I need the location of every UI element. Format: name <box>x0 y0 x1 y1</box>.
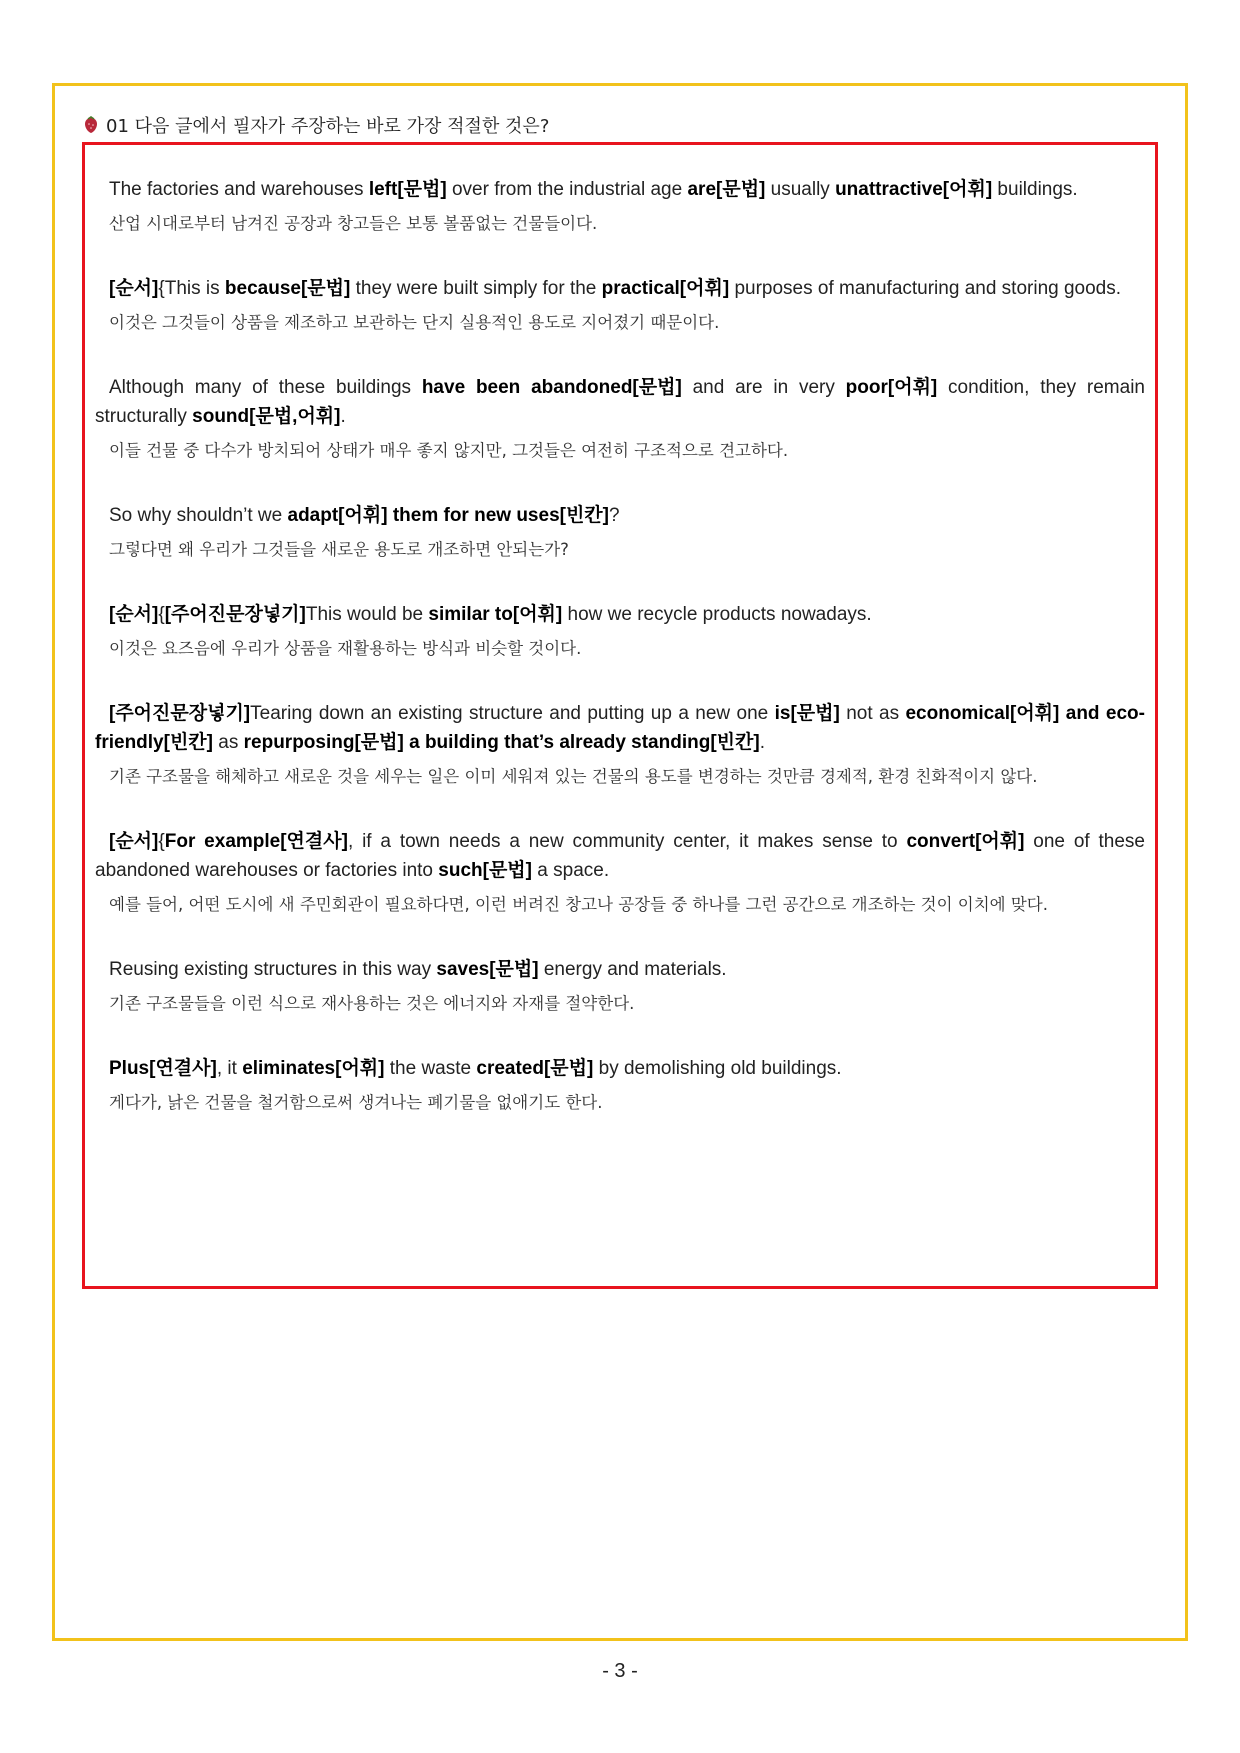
sentence-text: . <box>340 406 346 427</box>
english-sentence <box>95 175 1145 204</box>
english-sentence <box>95 600 1145 629</box>
paragraph <box>95 501 1145 564</box>
annotated-phrase: have been abandoned[문법] <box>421 377 682 398</box>
annotated-phrase: sound[문법,어휘] <box>192 406 341 427</box>
annotated-phrase: such[문법] <box>438 860 532 881</box>
sentence-text: energy and materials. <box>538 959 727 980</box>
passage-box <box>82 142 1158 1289</box>
strawberry-bullet-icon <box>84 116 98 134</box>
english-sentence <box>95 373 1145 431</box>
korean-translation: 예를 들어, 어떤 도시에 새 주민회관이 필요하다면, 이런 버려진 창고나 공장들 중 하나를 그런 공간으로 개조하는 것이 이치에 맞다. <box>109 895 1048 914</box>
annotated-phrase: created[문법] <box>476 1058 594 1079</box>
sentence-text: over from the industrial age <box>446 179 688 200</box>
korean-translation: 기존 구조물들을 이런 식으로 재사용하는 것은 에너지와 자재를 절약한다. <box>109 994 635 1013</box>
annotated-phrase: saves[문법] <box>436 959 539 980</box>
paragraph <box>95 600 1145 663</box>
annotated-phrase: convert[어휘] <box>906 831 1025 852</box>
sentence-text: condition, they remain structurally <box>95 377 1145 427</box>
annotated-phrase: Plus[연결사] <box>109 1058 217 1079</box>
sentence-text: This would be <box>305 604 429 625</box>
paragraph <box>95 373 1145 465</box>
paragraph <box>95 1054 1145 1117</box>
sentence-text: by demolishing old buildings. <box>593 1058 842 1079</box>
korean-translation: 산업 시대로부터 남겨진 공장과 창고들은 보통 볼품없는 건물들이다. <box>109 214 598 233</box>
annotated-phrase: repurposing[문법] a building that’s already standing[빈칸] <box>243 732 760 753</box>
sentence-text: , if a town needs a new community center, it makes sense to <box>347 831 907 852</box>
english-sentence <box>95 827 1145 885</box>
sentence-text: purposes of manufacturing and storing goods. <box>729 278 1122 299</box>
sentence-text: and are in very <box>681 377 846 398</box>
korean-translation: 기존 구조물을 해체하고 새로운 것을 세우는 일은 이미 세워져 있는 건물의 용도를 변경하는 것만큼 경제적, 환경 친화적이지 않다. <box>109 767 1038 786</box>
sentence-text: Tearing down an existing structure and putting up a new one <box>250 703 775 724</box>
korean-translation: 이들 건물 중 다수가 방치되어 상태가 매우 좋지 않지만, 그것들은 여전히 구조적으로 견고하다. <box>109 441 789 460</box>
korean-translation: 이것은 요즈음에 우리가 상품을 재활용하는 방식과 비슷할 것이다. <box>109 639 582 658</box>
sentence-text: The factories and warehouses <box>109 179 369 200</box>
english-sentence <box>95 955 1145 984</box>
paragraph <box>95 274 1145 337</box>
sentence-text: Although many of these buildings <box>109 377 422 398</box>
english-sentence <box>95 699 1145 757</box>
english-sentence <box>95 501 1145 530</box>
sentence-text: Reusing existing structures in this way <box>109 959 437 980</box>
sentence-text: a space. <box>532 860 610 881</box>
question-header <box>84 112 549 138</box>
sentence-text: . <box>759 732 765 753</box>
annotated-phrase: is[문법] <box>774 703 840 724</box>
annotated-phrase: left[문법] <box>368 179 447 200</box>
sentence-text: buildings. <box>992 179 1078 200</box>
annotated-phrase: eliminates[어휘] <box>242 1058 385 1079</box>
english-sentence <box>95 274 1145 303</box>
sentence-text: { <box>158 604 165 625</box>
annotated-phrase: [순서] <box>109 278 159 299</box>
paragraph <box>95 699 1145 791</box>
annotated-phrase: [주어진문장넣기] <box>109 703 251 724</box>
annotated-phrase: [순서] <box>109 604 159 625</box>
annotated-phrase: poor[어휘] <box>845 377 938 398</box>
sentence-text: So why shouldn’t we <box>109 505 288 526</box>
korean-translation: 그렇다면 왜 우리가 그것들을 새로운 용도로 개조하면 안되는가? <box>109 540 569 559</box>
sentence-text: one of these abandoned warehouses or factories into <box>95 831 1145 881</box>
sentence-text: usually <box>765 179 836 200</box>
annotated-phrase: practical[어휘] <box>601 278 730 299</box>
english-sentence <box>95 1054 1145 1083</box>
sentence-text: how we recycle products nowadays. <box>562 604 872 625</box>
annotated-phrase: For example[연결사] <box>164 831 348 852</box>
paragraph <box>95 827 1145 919</box>
korean-translation: 이것은 그것들이 상품을 제조하고 보관하는 단지 실용적인 용도로 지어졌기 때문이다. <box>109 313 720 332</box>
paragraph <box>95 175 1145 238</box>
sentence-text: , it <box>216 1058 243 1079</box>
annotated-phrase: [순서] <box>109 831 159 852</box>
sentence-text: { <box>158 831 165 852</box>
annotated-phrase: are[문법] <box>687 179 766 200</box>
annotated-phrase: economical[어휘] and eco-friendly[빈칸] <box>95 703 1145 753</box>
sentence-text: {This is <box>158 278 225 299</box>
paragraph <box>95 955 1145 1018</box>
page-number: - 3 - <box>602 1660 638 1682</box>
sentence-text: ? <box>609 505 620 526</box>
sentence-text: as <box>213 732 244 753</box>
question-text: 01 다음 글에서 필자가 주장하는 바로 가장 적절한 것은? <box>106 116 550 137</box>
annotated-phrase: similar to[어휘] <box>428 604 563 625</box>
sentence-text: the waste <box>384 1058 477 1079</box>
sentence-text: not as <box>839 703 906 724</box>
annotated-phrase: unattractive[어휘] <box>835 179 993 200</box>
annotated-phrase: because[문법] <box>224 278 351 299</box>
annotated-phrase: adapt[어휘] them for new uses[빈칸] <box>287 505 609 526</box>
sentence-text: they were built simply for the <box>350 278 602 299</box>
annotated-phrase: [주어진문장넣기] <box>164 604 306 625</box>
korean-translation: 게다가, 낡은 건물을 철거함으로써 생겨나는 폐기물을 없애기도 한다. <box>109 1093 603 1112</box>
